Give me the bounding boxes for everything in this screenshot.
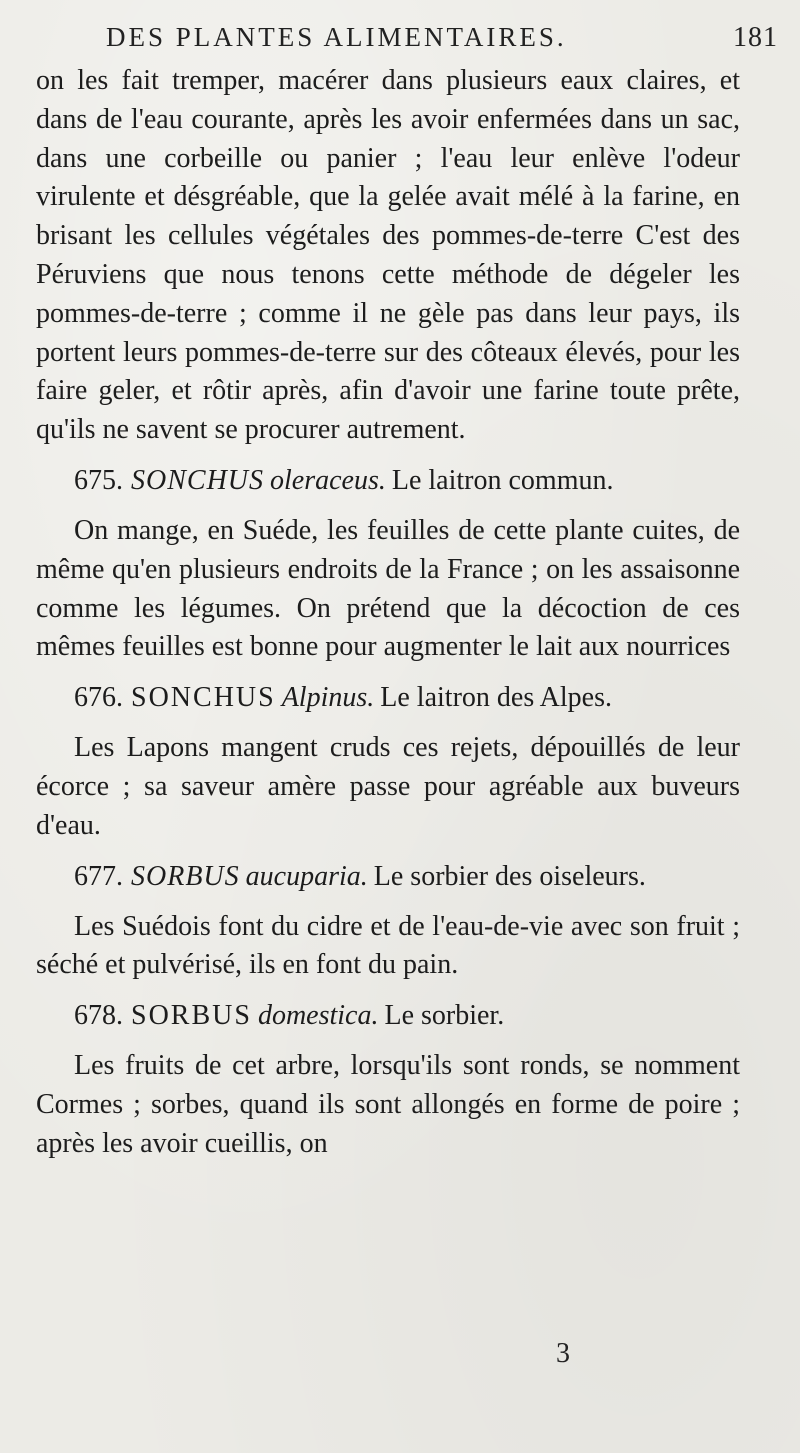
entry-number: 676. [74, 682, 123, 714]
common-name: Le laitron des Alpes. [380, 682, 612, 714]
entry-678 [36, 997, 740, 1035]
paragraph-676: Les Lapons mangent cruds ces rejets, dépouillés de leur écorce ; sa saveur amère passe pour agréable aux buveurs d'eau. [36, 732, 740, 841]
species-name: Alpinus. [281, 682, 375, 714]
entry-676 [36, 679, 740, 717]
paragraph-677: Les Suédois font du cidre et de l'eau-de-vie avec son fruit ; séché et pulvérisé, ils en font du pain. [36, 910, 740, 981]
common-name: Le laitron commun. [391, 464, 614, 496]
entry-number: 675. [74, 464, 123, 496]
signature-mark: 3 [556, 1338, 570, 1369]
genus-name: SORBUS [131, 1000, 252, 1032]
running-title: DES PLANTES ALIMENTAIRES. [106, 22, 567, 52]
genus-name: SORBUS [131, 860, 240, 892]
paragraph-continuation: on les fait tremper, macérer dans plusieurs eaux claires, et dans de l'eau courante, après les avoir enfermées dans un sac, dans une corbeille ou panier ; l'eau leur enlève l'odeur virulente et désgréable, que la gelée avait mélé à la farine, en brisant les cellules végétales des pommes-de-terre C'est des Péruviens que nous tenons cette méthode de dégeler les pommes-de-terre ; comme il ne gèle pas dans leur pays, ils portent leurs pommes-de-terre sur des côteaux élevés, pour les faire geler, et rôtir après, afin d'avoir une farine toute prête, qu'ils ne savent se procurer autrement. [36, 65, 740, 446]
species-name: oleraceus. [270, 464, 386, 496]
entry-677 [36, 858, 740, 896]
common-name: Le sorbier. [384, 1000, 505, 1032]
species-name: aucuparia. [245, 860, 368, 892]
species-name: domestica. [257, 1000, 379, 1032]
entry-number: 678. [74, 1000, 123, 1032]
paragraph-678: Les fruits de cet arbre, lorsqu'ils sont ronds, se nomment Cormes ; sorbes, quand ils sont allongés en forme de poire ; après les avoir cueillis, on [36, 1050, 740, 1159]
genus-name: SONCHUS [131, 682, 276, 714]
common-name: Le sorbier des oiseleurs. [373, 860, 646, 892]
page-number: 181 [733, 22, 778, 53]
running-head [36, 22, 778, 58]
paragraph-675: On mange, en Suéde, les feuilles de cette plante cuites, de même qu'en plusieurs endroits de la France ; on les assaisonne comme les légumes. On prétend que la décoction de ces mêmes feuilles est bonne pour augmenter le lait aux nourrices [36, 514, 740, 663]
entry-675 [36, 462, 740, 500]
entry-number: 677. [74, 860, 123, 892]
genus-name: SONCHUS [131, 464, 265, 496]
